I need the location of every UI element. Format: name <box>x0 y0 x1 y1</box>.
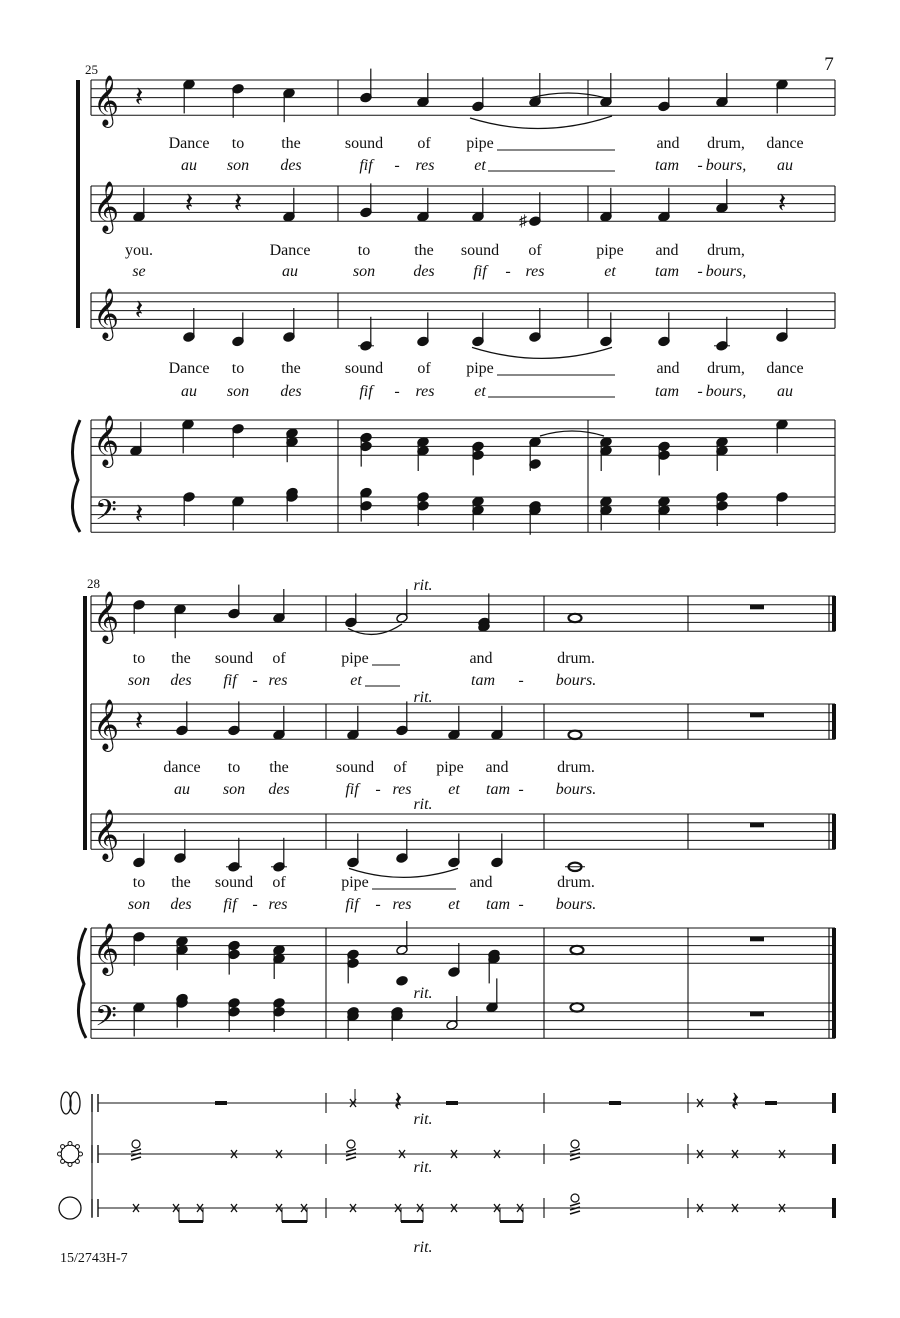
slur <box>540 431 604 436</box>
quarter-rest-icon: 𝄽 <box>777 188 787 219</box>
lyric-syllable: au <box>777 157 793 174</box>
lyric-syllable: au <box>777 383 793 400</box>
lyric-syllable: and <box>656 360 680 377</box>
rit-marking: rit. <box>413 1159 433 1176</box>
lyrics-fr-voice-2 <box>132 263 746 280</box>
final-barline-thick <box>832 1093 836 1113</box>
rit-marking: rit. <box>413 1111 433 1128</box>
lyric-syllable: drum. <box>557 874 595 891</box>
lyric-syllable: of <box>417 135 431 152</box>
lyric-syllable: sound <box>344 360 384 377</box>
lyrics-en-voice-1 <box>133 650 595 667</box>
slur <box>348 624 402 634</box>
lyric-syllable: au <box>282 263 298 280</box>
lyric-syllable: pipe <box>466 360 494 377</box>
lyric-syllable: et <box>350 672 362 689</box>
whole-note <box>571 1003 584 1011</box>
rit-marking: rit. <box>413 689 433 706</box>
lyric-syllable: res <box>415 157 435 174</box>
lyric-syllable: to <box>231 135 245 152</box>
rit-marking: rit. <box>413 985 433 1002</box>
percussion-line-drum <box>59 1194 836 1223</box>
lyric-syllable: tam <box>486 781 510 798</box>
lyric-syllable: the <box>414 242 434 259</box>
piano-brace <box>78 928 86 1038</box>
lyric-syllable: des <box>413 263 435 280</box>
lyric-syllable: - <box>697 383 703 400</box>
slur <box>470 116 612 129</box>
lyric-syllable: res <box>392 781 412 798</box>
lyric-syllable: et <box>604 263 616 280</box>
lyric-syllable: dance <box>766 360 804 377</box>
voice-1-notes <box>135 69 788 129</box>
staff-voice-2 <box>91 700 836 752</box>
measure-number: 25 <box>85 62 98 77</box>
lyric-syllable: et <box>448 781 460 798</box>
lyrics-fr-voice-2 <box>174 781 596 798</box>
final-barline-thick <box>832 704 836 739</box>
lyrics-fr-voice-3 <box>128 896 596 913</box>
piano-bass-staff <box>91 1002 835 1039</box>
lyric-syllable: of <box>393 759 407 776</box>
lyric-syllable: des <box>280 383 302 400</box>
lyric-syllable: pipe <box>341 650 369 667</box>
quarter-rest-icon: 𝄽 <box>393 1087 403 1118</box>
beam <box>500 1220 523 1223</box>
lyric-syllable: - <box>252 672 258 689</box>
lyric-syllable: and <box>485 759 509 776</box>
lyrics-fr-voice-1 <box>128 672 596 689</box>
lyric-syllable: sound <box>344 135 384 152</box>
piano-notes <box>133 921 764 1041</box>
lyric-syllable: pipe <box>436 759 464 776</box>
drum-icon <box>59 1197 81 1219</box>
tremolo-stroke <box>570 1157 580 1160</box>
voice-2-notes <box>133 179 786 230</box>
lyric-syllable: son <box>222 781 246 798</box>
beam <box>282 1220 307 1223</box>
beam <box>179 1220 203 1223</box>
lyric-syllable: - <box>518 672 524 689</box>
tremolo-stroke <box>131 1149 141 1152</box>
voice-3-notes <box>133 823 764 878</box>
lyric-syllable: res <box>268 672 288 689</box>
lyric-syllable: sound <box>460 242 500 259</box>
voice-1-notes <box>133 585 764 639</box>
treble-clef-icon: 𝄞 <box>93 924 120 973</box>
lyric-syllable: sound <box>335 759 375 776</box>
tremolo-stroke <box>131 1157 141 1160</box>
measure-number: 28 <box>87 576 100 591</box>
lyric-syllable: to <box>132 874 146 891</box>
sharp-icon: ♯ <box>519 213 527 231</box>
bass-clef-icon: 𝄢 <box>95 1002 117 1039</box>
quarter-rest-icon: 𝄽 <box>233 188 243 219</box>
lyric-syllable: to <box>227 759 241 776</box>
piano-notes <box>130 419 788 535</box>
lyric-syllable: sound <box>214 650 254 667</box>
lyric-syllable: the <box>281 135 301 152</box>
final-barline-thick <box>832 1144 836 1164</box>
treble-clef-icon: 𝄞 <box>93 289 120 338</box>
lyric-syllable: and <box>656 135 680 152</box>
lyric-syllable: - <box>394 383 400 400</box>
lyric-syllable: son <box>127 672 151 689</box>
choir-bracket <box>83 596 87 850</box>
treble-clef-icon: 𝄞 <box>93 76 120 125</box>
half-rest <box>765 1101 777 1105</box>
lyric-syllable: tam <box>655 157 679 174</box>
quarter-rest-icon: 𝄽 <box>134 706 144 737</box>
rit-marking: rit. <box>413 1239 433 1256</box>
piano-treble-staff <box>91 924 835 976</box>
tremolo-stroke <box>570 1203 580 1206</box>
half-rest <box>446 1101 458 1105</box>
lyric-syllable: - <box>252 896 258 913</box>
whole-rest <box>750 937 764 942</box>
lyric-syllable: the <box>171 874 191 891</box>
lyric-syllable: se <box>132 263 146 280</box>
lyric-syllable: you. <box>125 242 153 259</box>
lyric-syllable: of <box>272 874 286 891</box>
whole-note <box>571 946 584 954</box>
lyric-syllable: of <box>417 360 431 377</box>
lyric-syllable: fif <box>223 672 237 689</box>
bass-clef-icon: 𝄢 <box>95 496 117 533</box>
half-rest <box>215 1101 227 1105</box>
lyric-syllable: - <box>518 781 524 798</box>
lyric-syllable: - <box>505 263 511 280</box>
lyric-syllable: bours. <box>555 896 597 913</box>
quarter-rest-icon: 𝄽 <box>134 82 144 113</box>
lyric-syllable: res <box>415 383 435 400</box>
lyric-syllable: bours, <box>705 157 747 174</box>
lyric-syllable: dance <box>766 135 804 152</box>
lyric-syllable: au <box>181 157 197 174</box>
lyric-syllable: - <box>394 157 400 174</box>
lyric-syllable: of <box>272 650 286 667</box>
treble-clef-icon: 𝄞 <box>93 416 120 465</box>
lyrics-en-voice-1 <box>169 135 804 152</box>
lyric-syllable: son <box>127 896 151 913</box>
lyric-syllable: Dance <box>168 135 210 152</box>
lyric-syllable: res <box>392 896 412 913</box>
lyric-syllable: fif <box>359 157 373 174</box>
lyric-syllable: fif <box>345 896 359 913</box>
lyric-syllable: to <box>132 650 146 667</box>
lyric-syllable: pipe <box>466 135 494 152</box>
lyric-syllable: of <box>528 242 542 259</box>
lyric-syllable: drum, <box>707 135 745 152</box>
lyric-syllable: and <box>469 874 493 891</box>
lyric-syllable: au <box>181 383 197 400</box>
staff-voice-3 <box>91 810 836 862</box>
whole-rest <box>750 605 764 610</box>
rit-marking: rit. <box>413 577 433 594</box>
lyric-syllable: drum, <box>707 360 745 377</box>
lyric-syllable: son <box>226 157 250 174</box>
whole-note <box>569 731 582 739</box>
treble-clef-icon: 𝄞 <box>93 182 120 231</box>
choir-bracket <box>76 80 80 328</box>
lyric-syllable: res <box>268 896 288 913</box>
lyric-syllable: fif <box>345 781 359 798</box>
lyric-syllable: Dance <box>168 360 210 377</box>
whole-rest <box>609 1101 621 1105</box>
lyrics-fr-voice-3 <box>181 383 793 400</box>
lyric-syllable: fif <box>473 263 487 280</box>
lyric-syllable: and <box>655 242 679 259</box>
lyric-syllable: - <box>518 896 524 913</box>
percussion-line-tambourine <box>58 1140 837 1167</box>
whole-note <box>569 614 582 622</box>
whole-rest <box>750 713 764 718</box>
catalog-number: 15/2743H-7 <box>60 1251 128 1266</box>
treble-clef-icon: 𝄞 <box>93 810 120 859</box>
lyric-syllable: fif <box>359 383 373 400</box>
lyric-syllable: the <box>281 360 301 377</box>
staff-voice-1 <box>91 592 836 644</box>
quarter-rest-icon: 𝄽 <box>184 188 194 219</box>
lyric-syllable: - <box>697 263 703 280</box>
lyric-syllable: bours. <box>555 781 597 798</box>
lyric-syllable: - <box>697 157 703 174</box>
lyric-syllable: son <box>226 383 250 400</box>
lyric-syllable: to <box>231 360 245 377</box>
lyrics-en-voice-3 <box>169 360 804 377</box>
quarter-rest-icon: 𝄽 <box>730 1087 740 1118</box>
notehead <box>396 975 408 986</box>
tremolo-stroke <box>346 1149 356 1152</box>
lyric-syllable: au <box>174 781 190 798</box>
lyrics-en-voice-2 <box>125 242 745 259</box>
tremolo-stroke <box>570 1211 580 1214</box>
lyric-syllable: et <box>448 896 460 913</box>
final-barline-thick <box>832 596 836 631</box>
page-number: 7 <box>824 54 834 75</box>
lyric-syllable: pipe <box>341 874 369 891</box>
lyric-syllable: des <box>268 781 290 798</box>
lyric-syllable: fif <box>223 896 237 913</box>
lyric-syllable: - <box>375 781 381 798</box>
final-barline-thick <box>832 814 836 849</box>
tambourine-icon <box>58 1142 83 1167</box>
lyric-syllable: to <box>357 242 371 259</box>
lyric-syllable: tam <box>655 263 679 280</box>
lyric-syllable: son <box>352 263 376 280</box>
slur <box>472 347 612 358</box>
final-barline-thick <box>832 1198 836 1218</box>
lyric-syllable: bours, <box>705 263 747 280</box>
lyric-syllable: tam <box>471 672 495 689</box>
quarter-rest-icon: 𝄽 <box>134 295 144 326</box>
voice-3-notes <box>135 295 788 358</box>
whole-rest <box>750 1012 764 1017</box>
lyrics-fr-voice-1 <box>181 157 793 174</box>
lyric-syllable: dance <box>163 759 201 776</box>
finger-cymbals-icon <box>61 1092 80 1114</box>
rit-marking: rit. <box>413 796 433 813</box>
voice-2-notes <box>135 701 764 740</box>
tremolo-stroke <box>570 1149 580 1152</box>
lyric-syllable: bours. <box>555 672 597 689</box>
lyric-syllable: bours, <box>705 383 747 400</box>
beam <box>401 1220 423 1223</box>
percussion-line-finger-cymbals <box>61 1087 836 1118</box>
whole-rest <box>750 823 764 828</box>
lyric-syllable: des <box>170 896 192 913</box>
final-barline-thick <box>832 928 836 1038</box>
lyric-syllable: the <box>171 650 191 667</box>
lyrics-en-voice-3 <box>133 874 595 891</box>
lyric-syllable: the <box>269 759 289 776</box>
lyric-syllable: and <box>469 650 493 667</box>
lyric-syllable: sound <box>214 874 254 891</box>
lyric-syllable: et <box>474 157 486 174</box>
lyrics-en-voice-2 <box>163 759 595 776</box>
lyric-syllable: tam <box>486 896 510 913</box>
quarter-rest-icon: 𝄽 <box>134 499 144 530</box>
lyric-syllable: drum. <box>557 759 595 776</box>
lyric-syllable: - <box>375 896 381 913</box>
lyric-syllable: drum, <box>707 242 745 259</box>
lyric-syllable: des <box>280 157 302 174</box>
staff-voice-3 <box>91 289 835 341</box>
lyric-syllable: tam <box>655 383 679 400</box>
lyric-syllable: pipe <box>596 242 624 259</box>
lyric-syllable: drum. <box>557 650 595 667</box>
piano-brace <box>72 420 80 532</box>
lyric-syllable: res <box>525 263 545 280</box>
lyric-syllable: des <box>170 672 192 689</box>
lyric-syllable: Dance <box>269 242 311 259</box>
lyric-syllable: et <box>474 383 486 400</box>
treble-clef-icon: 𝄞 <box>93 700 120 749</box>
treble-clef-icon: 𝄞 <box>93 592 120 641</box>
tremolo-stroke <box>346 1157 356 1160</box>
